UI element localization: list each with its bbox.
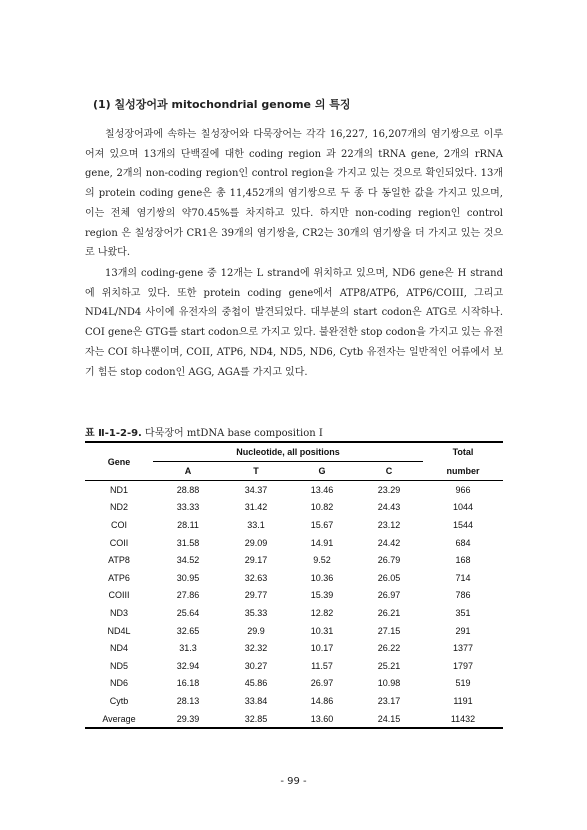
table-cell-c: 26.21: [377, 607, 401, 618]
table-cell-a: 31.58: [176, 537, 200, 548]
table-cell-t: 29.09: [244, 537, 268, 548]
table-cell-g: 15.39: [310, 590, 334, 601]
table-cell-total: 519: [455, 678, 471, 689]
header-base-c: C: [355, 462, 423, 481]
table-cell-t: 30.27: [244, 660, 268, 671]
table-cell-g: 12.82: [310, 607, 334, 618]
table-cell-g: 10.31: [310, 625, 334, 636]
table-cell-gene: ND2: [109, 502, 128, 513]
table-cell-gene: ND4: [109, 643, 128, 654]
table-cell-t: 33.84: [244, 695, 268, 706]
table-cell-total: 966: [455, 484, 471, 495]
table-row: [85, 551, 503, 569]
header-base-t: T: [223, 462, 289, 481]
table-row: [85, 604, 503, 622]
table-cell-gene: COI: [110, 519, 127, 530]
table-cell-c: 10.98: [377, 678, 401, 689]
table-cell-gene: ND5: [109, 660, 128, 671]
table-row: [85, 569, 503, 587]
table-cell-gene: ATP8: [108, 555, 130, 566]
table-cell-a: 28.88: [176, 484, 200, 495]
table-cell-a: 34.52: [176, 555, 200, 566]
table-cell-total: 11432: [423, 710, 503, 729]
table-cell-g: 9.52: [313, 555, 331, 566]
header-base-g: G: [289, 462, 355, 481]
table-cell-gene: Average: [85, 710, 153, 729]
header-base-a: A: [153, 462, 223, 481]
table-row: [85, 692, 503, 710]
table-cell-g: 10.17: [310, 643, 334, 654]
table-row: [85, 481, 503, 499]
table-cell-total: 1377: [452, 643, 474, 654]
table-cell-g: 10.36: [310, 572, 334, 583]
table-cell-c: 24.43: [377, 502, 401, 513]
table-cell-t: 29.77: [244, 590, 268, 601]
table-cell-total: 1044: [452, 502, 474, 513]
table-caption: [85, 424, 323, 439]
table-cell-c: 26.22: [377, 643, 401, 654]
table-row: [85, 622, 503, 640]
table-row: [85, 710, 503, 729]
table-cell-a: 28.11: [177, 519, 199, 530]
section-title: (1) 칠성장어과 mitochondrial genome 의 특징: [93, 98, 351, 111]
table-cell-total: 684: [455, 537, 471, 548]
table-cell-t: 45.86: [244, 678, 268, 689]
table-cell-total: 351: [455, 607, 471, 618]
table-cell-a: 31.3: [179, 643, 197, 654]
header-total: Total: [423, 442, 503, 462]
table-row: [85, 516, 503, 534]
table-cell-c: 23.17: [377, 695, 401, 706]
table-cell-a: 29.39: [153, 710, 223, 729]
table-cell-g: 10.82: [310, 502, 334, 513]
table-cell-total: 168: [455, 555, 471, 566]
table-cell-a: 27.86: [176, 590, 200, 601]
table-cell-t: 32.63: [244, 572, 268, 583]
table-cell-c: 24.42: [377, 537, 401, 548]
base-composition-table: [85, 441, 503, 729]
header-total-number: number: [423, 462, 503, 481]
table-cell-g: 11.57: [311, 660, 333, 671]
table-cell-a: 32.65: [176, 625, 200, 636]
body-paragraph-1: 칠성장어과에 속하는 칠성장어와 다묵장어는 각각 16,227, 16,207개의 염기쌍으로 이루어져 있으며 13개의 단백질에 대한 coding region 과 22개의 tRNA gene, 2개의 rRNA gene, 2개의 non-coding region인 control region을 가지고 있는 것으로 확인되었다. 13개의 protein coding gene은 총 11,452개의 염기쌍으로 두 종 다 동일한 값을 가지고 있으며, 이는 전체 염기쌍의 약70.45%를 차지하고 있다. 하지만 non-coding region인 control region 은 칠성장어가 CR1은 39개의 염기쌍을, CR2는 30개의 염기쌍을 더 가지고 있는 것으로 나왔다.: [85, 129, 503, 259]
table-cell-g: 13.60: [289, 710, 355, 729]
table-caption-label: 표 Ⅱ-1-2-9.: [85, 428, 142, 439]
table-cell-a: 33.33: [176, 502, 200, 513]
table-cell-g: 15.67: [310, 519, 334, 530]
table-cell-c: 26.79: [377, 555, 401, 566]
table-cell-t: 33.1: [247, 519, 265, 530]
table-cell-gene: ND6: [109, 678, 128, 689]
body-paragraph-2: 13개의 coding-gene 중 12개는 L strand에 위치하고 있으며, ND6 gene은 H strand에 위치하고 있다. 또한 protein coding gene에서 ATP8/ATP6, ATP6/COIII, 그리고 ND4L/ND4 사이에 유전자의 중첩이 발견되었다. 대부분의 start codon은 ATG로 시작하나. COI gene은 GTG를 start codon으로 가지고 있다. 불완전한 stop codon을 가지고 있는 유전자는 COI 하나뿐이며, COII, ATP6, ND4, ND5, ND6, Cytb 유전자는 일반적인 어류에서 보기 힘든 stop codon인 AGG, AGA를 가지고 있다.: [85, 268, 503, 378]
table-cell-t: 35.33: [244, 607, 268, 618]
table-cell-c: 24.15: [355, 710, 423, 729]
table-cell-a: 32.94: [176, 660, 200, 671]
table-cell-t: 29.9: [247, 625, 265, 636]
table-cell-t: 32.32: [244, 643, 268, 654]
table-cell-t: 34.37: [244, 484, 268, 495]
table-cell-g: 13.46: [310, 484, 334, 495]
table-cell-total: 1797: [452, 660, 474, 671]
table-cell-a: 16.18: [176, 678, 200, 689]
table-row: [85, 657, 503, 675]
table-cell-total: 714: [455, 572, 471, 583]
table-cell-total: 291: [455, 625, 471, 636]
table-cell-a: 25.64: [176, 607, 200, 618]
table-row: [85, 587, 503, 605]
table-cell-gene: ND1: [109, 484, 128, 495]
page-number: - 99 -: [280, 776, 307, 787]
table-cell-t: 29.17: [244, 555, 268, 566]
table-cell-total: 1191: [453, 695, 473, 706]
table-cell-total: 1544: [452, 519, 474, 530]
header-nucleotide-group: Nucleotide, all positions: [153, 442, 423, 462]
table-cell-c: 26.97: [377, 590, 401, 601]
table-cell-c: 23.12: [377, 519, 401, 530]
table-cell-gene: ATP6: [108, 572, 130, 583]
table-cell-gene: ND4L: [107, 625, 131, 636]
table-cell-gene: ND3: [109, 607, 128, 618]
table-row: [85, 534, 503, 552]
table-row: [85, 499, 503, 517]
table-cell-gene: COII: [109, 537, 129, 548]
table-cell-gene: COIII: [108, 590, 130, 601]
table-cell-gene: Cytb: [109, 695, 129, 706]
table-cell-c: 25.21: [377, 660, 401, 671]
table-cell-c: 26.05: [377, 572, 401, 583]
table-cell-c: 23.29: [377, 484, 401, 495]
table-cell-total: 786: [455, 590, 471, 601]
header-gene: Gene: [85, 442, 153, 481]
table-cell-g: 26.97: [310, 678, 334, 689]
table-row: [85, 639, 503, 657]
table-cell-c: 27.15: [377, 625, 401, 636]
table-cell-a: 30.95: [176, 572, 200, 583]
table-body: [85, 481, 503, 729]
table-cell-a: 28.13: [176, 695, 200, 706]
table-cell-g: 14.86: [310, 695, 334, 706]
table-cell-t: 31.42: [244, 502, 268, 513]
table-cell-g: 14.91: [310, 537, 334, 548]
table-cell-t: 32.85: [223, 710, 289, 729]
table-row: [85, 675, 503, 693]
table-caption-text: 다묵장어 mtDNA base composition Ⅰ: [145, 428, 323, 439]
